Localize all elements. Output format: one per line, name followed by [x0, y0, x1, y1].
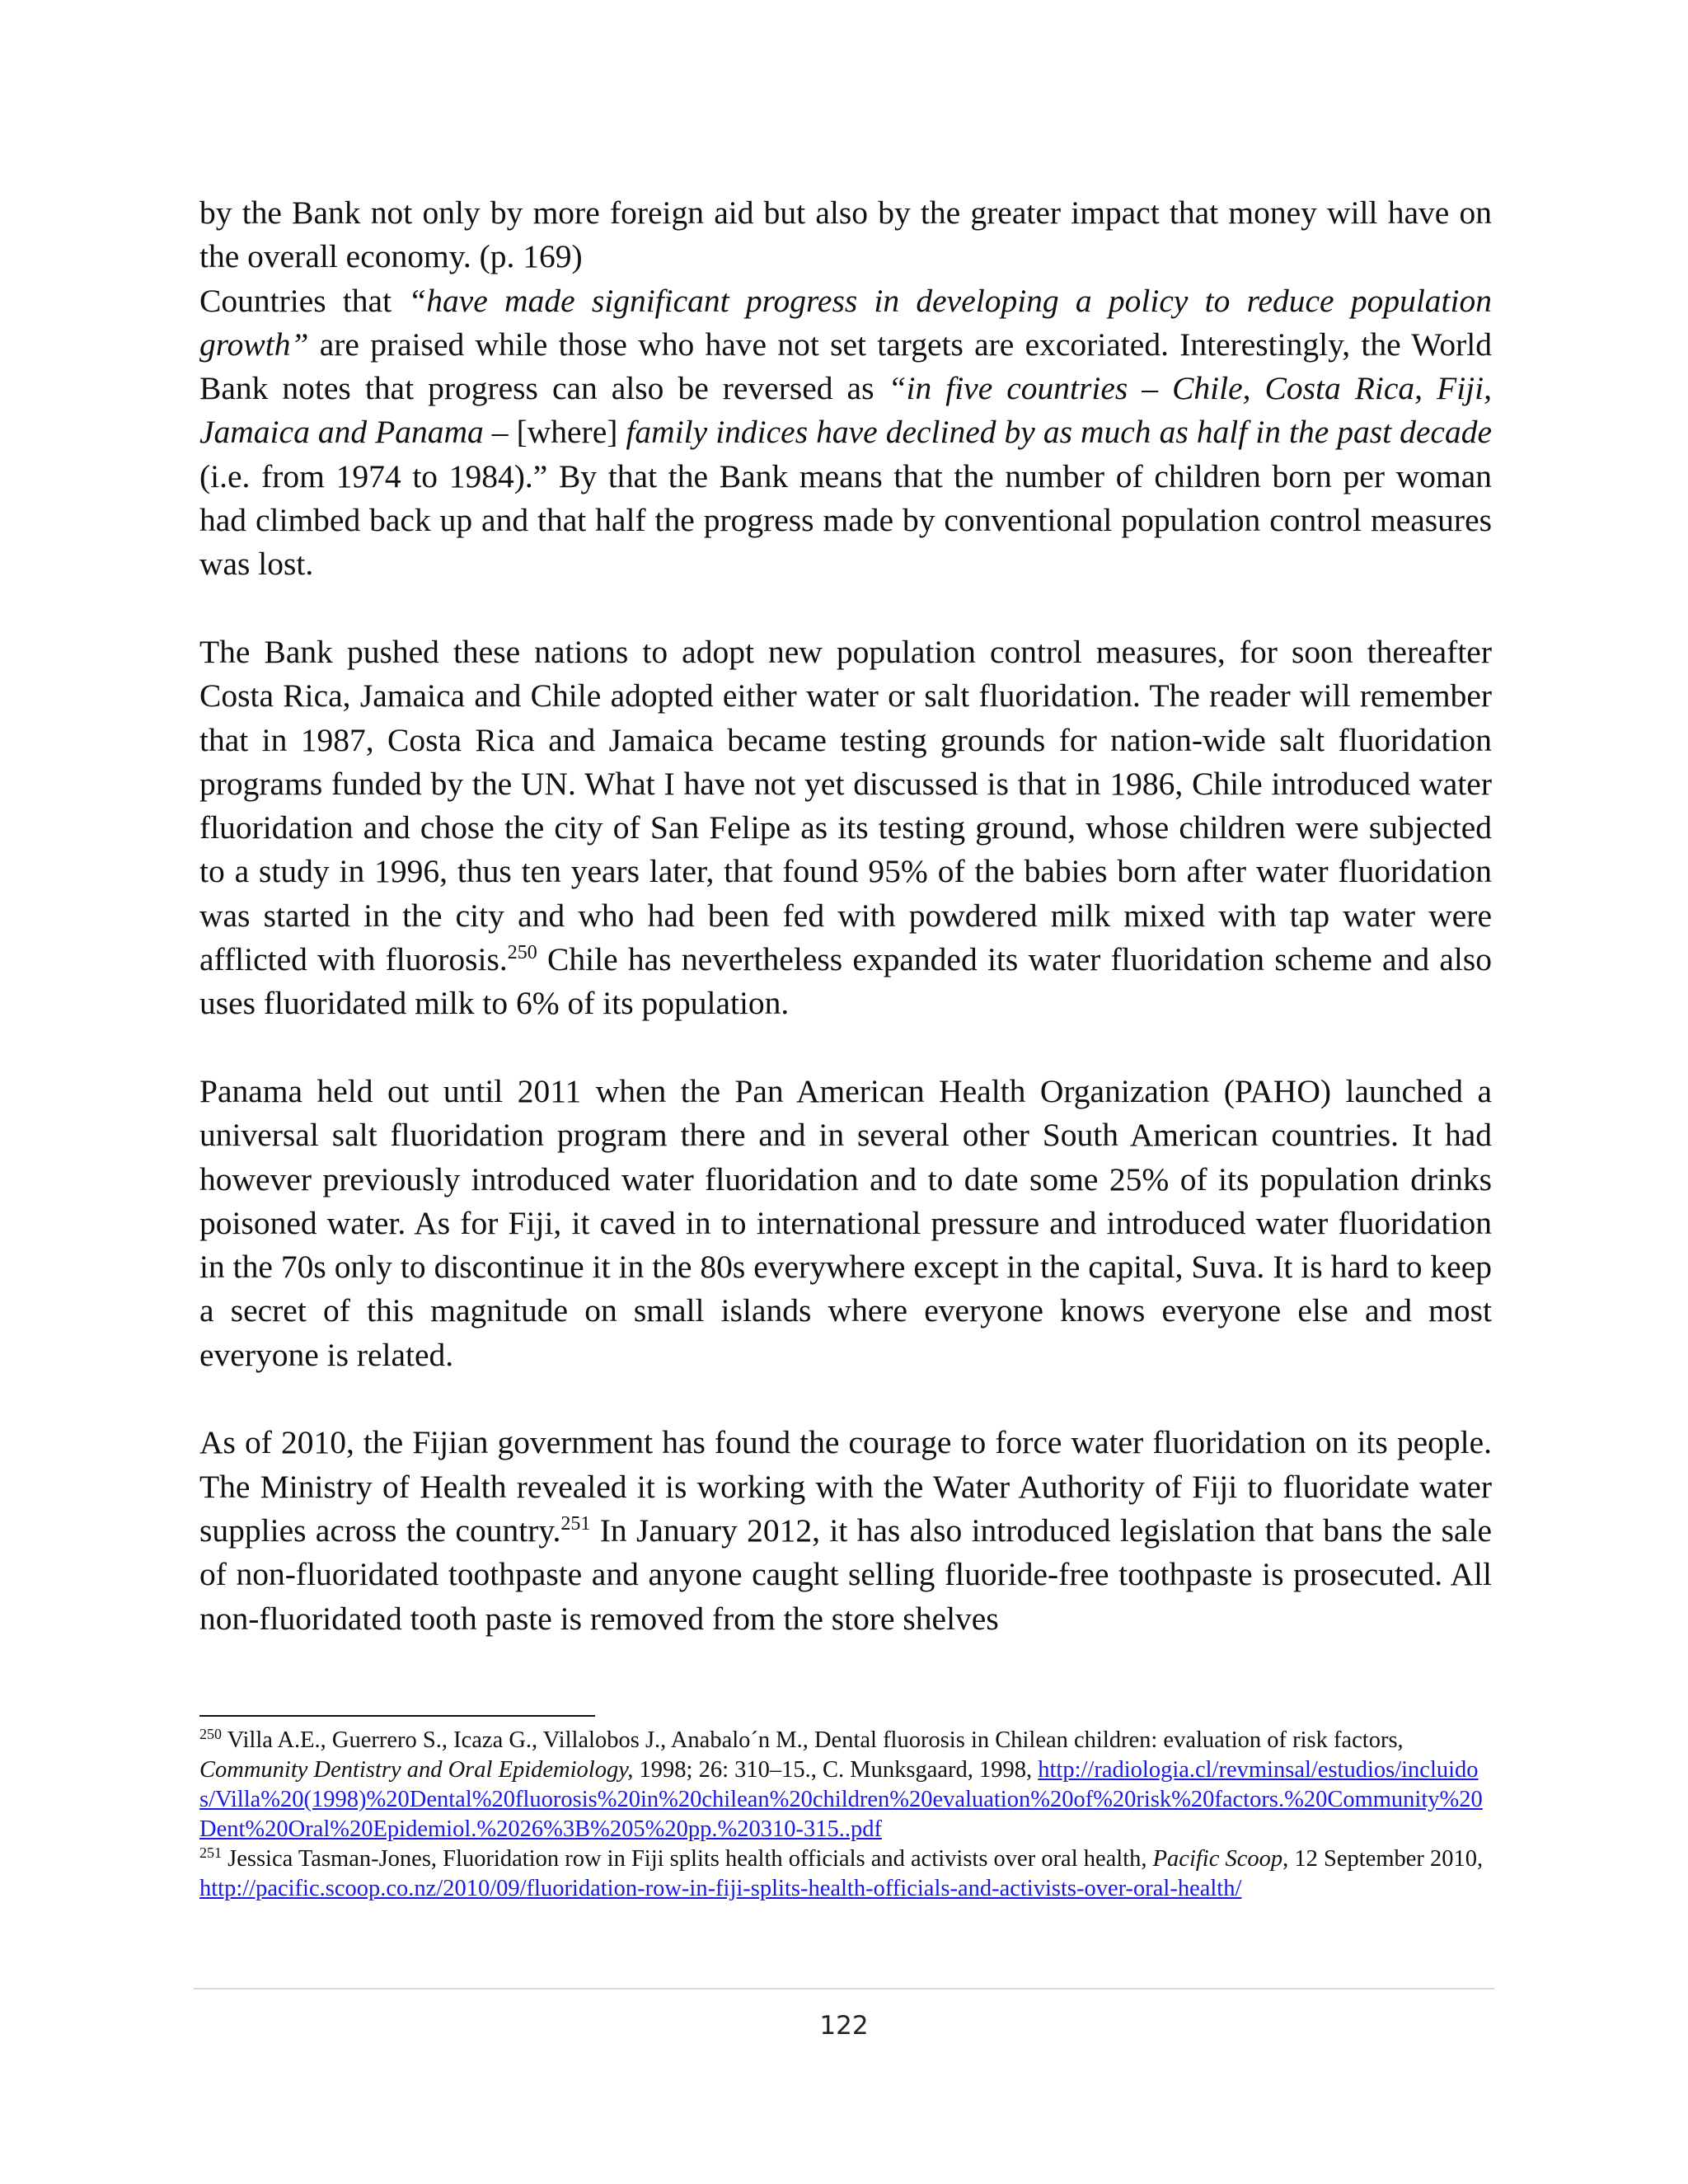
quote-population-growth: “have made significant progress in developing a policy to reduce population growth” — [199, 282, 1492, 363]
paragraph-4: Panama held out until 2011 when the Pan American Health Organization (PAHO) launched a universal salt fluoridation program there and in several other South American countries. It had however previously introduced water fluoridation and to date some 25% of its population drinks poisoned water. As for Fiji, it caved in to international pressure and introduced water fluoridation in the 70s only to discontinue it in the 80s everywhere except in the capital, Suva. It is hard to keep a secret of this magnitude on small islands where everyone knows everyone else and most everyone is related. — [199, 1072, 1492, 1373]
quote-family-indices: family indices have declined by as much as half in the past decade — [626, 414, 1492, 451]
paragraph-2: Countries that “have made significant progress in developing a policy to reduce population growth” are praised while those who have not set targets are excoriated. Interestingly, the World Bank notes that progress can also be reversed as “in five countries – Chile, Costa Rica, Fiji, Jamaica and Panama – [where] family indices have declined by as much as half in the past decade (i.e. from 1974 to 1984).” By that the Bank means that the number of children born per woman had climbed back up and that half the progress made by conventional population control measures was lost. — [199, 282, 1492, 583]
paragraph-3: The Bank pushed these nations to adopt new population control measures, for soon thereafter Costa Rica, Jamaica and Chile adopted either water or salt fluoridation. The reader will remember that in 1987, Costa Rica and Jamaica became testing grounds for nation-wide salt fluoridation programs funded by the UN. What I have not yet discussed is that in 1986, Chile introduced water fluoridation and chose the city of San Felipe as its testing ground, whose children were subjected to a study in 1996, thus ten years later, that found 95% of the babies born after water fluoridation was started in the city and who had been fed with powdered milk mixed with tap water were afflicted with fluorosis.$^{250}$ Chile has nevertheless expanded its water fluoridation scheme and also uses fluoridated milk to 6% of its population. — [199, 633, 1492, 1022]
footnote-251: $^{251}$ Jessica Tasman-Jones, Fluoridation row in Fiji splits health officials and activists over oral health, Pacific Scoop, 12 September 2010, http://pacific.scoop.co.nz/2010/09/fluoridation-row-in-fiji-splits-health-officials-and-activists-over-oral-health/ — [199, 1844, 1484, 1901]
paragraph-1: by the Bank not only by more foreign aid but also by the greater impact that money will have on the overall economy. (p. 169) — [199, 194, 1492, 275]
paragraph-5: As of 2010, the Fijian government has found the courage to force water fluoridation on its people. The Ministry of Health revealed it is working with the Water Authority of Fiji to fluoridate water supplies across the country.$^{251}$ In January 2012, it has also introduced legislation that bans the sale of non-fluoridated toothpaste and anyone caught selling fluoride-free toothpaste is prosecuted. All non-fluoridated tooth paste is removed from the store shelves — [199, 1424, 1492, 1637]
footnote-250-link[interactable]: http://radiologia.cl/revminsal/estudios/incluidos/Villa%20(1998)%20Dental%20fluorosis%20in%20chilean%20children%20evaluation%20of%20risk%20factors.%20Community%20Dent%20Oral%20Epidemiol.%2026%3B%205%20pp.%20310-315..pdf — [199, 1757, 1483, 1842]
footnote-250: $^{250}$ Villa A.E., Guerrero S., Icaza G., Villalobos J., Anabalo´n M., Dental fluorosis in Chilean children: evaluation of risk factors, Community Dentistry and Oral Epidemiology, 1998; 26: 310–15., C. Munksgaard, 1998, http://radiologia.cl/revminsal/estudios/incluidos/Villa%20(1998)%20Dental%20fluorosis%20in%20chilean%20children%20evaluation%20of%20risk%20factors.%20Community%20Dent%20Oral%20Epidemiol.%2026%3B%205%20pp.%20310-315..pdf — [199, 1726, 1483, 1842]
footnotes — [199, 1726, 1492, 1904]
footer-divider — [194, 1988, 1494, 1990]
footnote-separator — [199, 1715, 595, 1717]
page-number: 122 — [819, 2011, 869, 2041]
footnote-ref-251[interactable]: 251 — [560, 1512, 591, 1535]
footnote-251-link[interactable]: http://pacific.scoop.co.nz/2010/09/fluoridation-row-in-fiji-splits-health-officials-and-activists-over-oral-health/ — [199, 1876, 1242, 1901]
body-text — [199, 191, 1492, 1641]
footnote-ref-250[interactable]: 250 — [507, 942, 537, 964]
quote-five-countries: “in five countries – Chile, Costa Rica, Fiji, Jamaica and Panama – — [199, 370, 1492, 451]
